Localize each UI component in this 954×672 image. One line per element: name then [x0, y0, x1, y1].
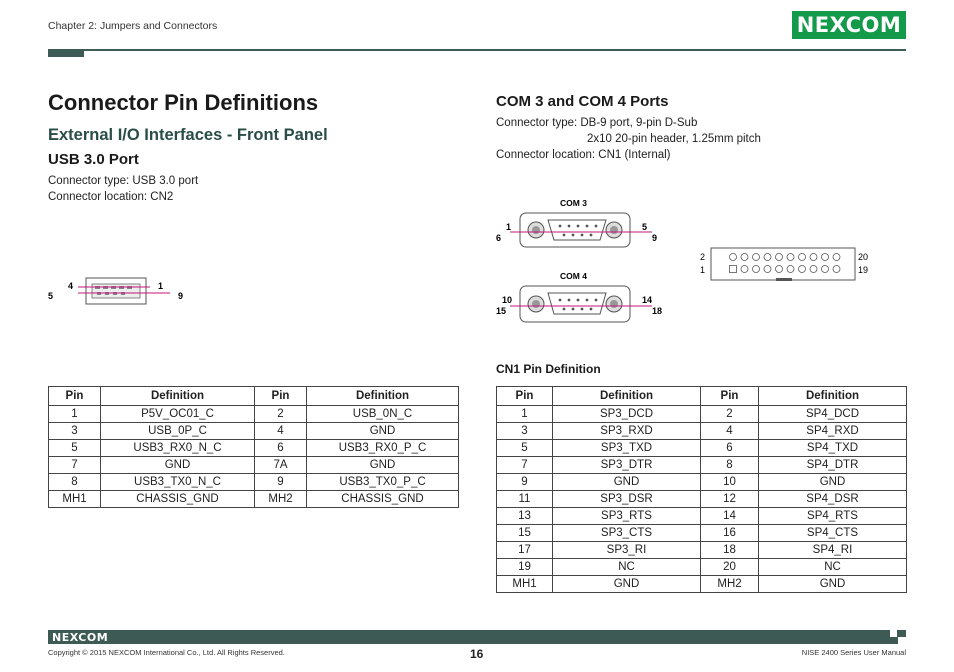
usb-pin-table	[48, 386, 459, 508]
cn1-table-cell: GND	[553, 576, 701, 593]
chapter-title: Chapter 2: Jumpers and Connectors	[48, 20, 218, 32]
header-pin-1-label: 1	[700, 265, 706, 275]
footer-corner-square-2	[898, 637, 906, 644]
cn1-table-cell: 2	[701, 406, 759, 423]
usb-pin-9-label: 9	[178, 291, 184, 301]
com4-pin-14-label: 14	[642, 295, 653, 305]
usb-table-cell: 2	[255, 406, 307, 423]
usb-table-cell: 7	[49, 457, 101, 474]
table-row	[49, 406, 459, 423]
table-row	[497, 508, 907, 525]
usb-pin-5-label: 5	[48, 291, 54, 301]
usb-table-cell: USB3_TX0_P_C	[307, 474, 459, 491]
usb-pin-4-label: 4	[68, 281, 74, 291]
cn1-table-cell: 13	[497, 508, 553, 525]
usb-table-cell: USB3_RX0_N_C	[101, 440, 255, 457]
com4-pin-10-label: 10	[502, 295, 513, 305]
cn1-table-cell: SP4_RXD	[759, 423, 907, 440]
cn1-table-cell: NC	[759, 559, 907, 576]
cn1-table-cell: 4	[701, 423, 759, 440]
usb-table-cell: 7A	[255, 457, 307, 474]
cn1-table-cell: SP3_DCD	[553, 406, 701, 423]
cn1-table-cell: 20	[701, 559, 759, 576]
usb-connector-location: Connector location: CN2	[48, 191, 174, 203]
usb-table-cell: 4	[255, 423, 307, 440]
cn1-table-cell: 7	[497, 457, 553, 474]
cn1-table-header-1: Definition	[553, 387, 701, 406]
table-row	[49, 491, 459, 508]
usb-table-cell: MH2	[255, 491, 307, 508]
header-pin-20-label: 20	[858, 252, 869, 262]
com-connector-location: Connector location: CN1 (Internal)	[496, 149, 671, 161]
cn1-table-cell: 3	[497, 423, 553, 440]
cn1-table-cell: 18	[701, 542, 759, 559]
cn1-table-header-3: Definition	[759, 387, 907, 406]
cn1-table-cell: NC	[553, 559, 701, 576]
table-row	[497, 440, 907, 457]
footer-bar	[48, 630, 906, 644]
usb-heading: USB 3.0 Port	[48, 151, 139, 168]
usb-table-header-3: Definition	[307, 387, 459, 406]
cn1-table-cell: 16	[701, 525, 759, 542]
cn1-table-title: CN1 Pin Definition	[496, 362, 601, 376]
usb-table-cell: 8	[49, 474, 101, 491]
cn1-table-cell: SP3_RXD	[553, 423, 701, 440]
cn1-table-cell: MH2	[701, 576, 759, 593]
com4-label: COM 4	[560, 271, 587, 281]
table-row	[49, 457, 459, 474]
usb-table-cell: 1	[49, 406, 101, 423]
cn1-table-cell: 5	[497, 440, 553, 457]
cn1-table-cell: 10	[701, 474, 759, 491]
usb-table-cell: USB_0N_C	[307, 406, 459, 423]
cn1-table-cell: SP4_RTS	[759, 508, 907, 525]
nexcom-logo	[792, 11, 906, 39]
com4-pin-18-label: 18	[652, 306, 663, 316]
cn1-table-cell: SP3_DTR	[553, 457, 701, 474]
cn1-table-cell: 12	[701, 491, 759, 508]
footer-logo: NEXCOM	[52, 631, 109, 644]
cn1-table-cell: GND	[759, 474, 907, 491]
table-row	[497, 474, 907, 491]
table-row	[497, 559, 907, 576]
com3-pin-5-label: 5	[642, 222, 648, 232]
table-row	[49, 440, 459, 457]
table-row	[497, 491, 907, 508]
com4-port-diagram	[490, 266, 670, 326]
header-pin-2-label: 2	[700, 252, 706, 262]
table-row	[497, 576, 907, 593]
usb-connector-type: Connector type: USB 3.0 port	[48, 175, 199, 187]
cn1-table-cell: SP3_CTS	[553, 525, 701, 542]
cn1-table-cell: SP4_TXD	[759, 440, 907, 457]
cn1-table-header-2: Pin	[701, 387, 759, 406]
logo-text: NEXCOM	[796, 13, 902, 37]
cn1-table-cell: 17	[497, 542, 553, 559]
table-row	[497, 525, 907, 542]
usb-table-cell: 6	[255, 440, 307, 457]
usb-table-cell: 9	[255, 474, 307, 491]
cn1-table-cell: 1	[497, 406, 553, 423]
copyright: Copyright © 2015 NEXCOM International Co., Ltd. All Rights Reserved.	[48, 648, 285, 657]
com4-pin-15-label: 15	[496, 306, 507, 316]
cn1-table-cell: SP4_DTR	[759, 457, 907, 474]
usb-pin-1-label: 1	[158, 281, 164, 291]
table-row	[497, 542, 907, 559]
com-connector-type: Connector type: DB-9 port, 9-pin D-Sub	[496, 117, 698, 129]
usb-table-cell: GND	[307, 457, 459, 474]
cn1-table-cell: 19	[497, 559, 553, 576]
usb-port-diagram	[40, 272, 200, 312]
usb-table-cell: USB3_TX0_N_C	[101, 474, 255, 491]
table-row	[497, 423, 907, 440]
cn1-table-cell: SP4_CTS	[759, 525, 907, 542]
usb-table-cell: CHASSIS_GND	[101, 491, 255, 508]
cn1-header-diagram	[696, 244, 876, 284]
usb-table-cell: MH1	[49, 491, 101, 508]
com-heading: COM 3 and COM 4 Ports	[496, 93, 669, 110]
page-number: 16	[470, 647, 484, 661]
usb-table-cell: P5V_OC01_C	[101, 406, 255, 423]
cn1-table-cell: SP4_RI	[759, 542, 907, 559]
usb-table-cell: USB_0P_C	[101, 423, 255, 440]
header-pin-19-label: 19	[858, 265, 869, 275]
com3-pin-1-label: 1	[506, 222, 512, 232]
table-row	[49, 474, 459, 491]
manual-title: NISE 2400 Series User Manual	[801, 648, 906, 657]
com3-port-diagram	[490, 193, 670, 253]
cn1-table-cell: SP4_DCD	[759, 406, 907, 423]
usb-table-header-1: Definition	[101, 387, 255, 406]
cn1-table-cell: GND	[553, 474, 701, 491]
cn1-table-cell: SP3_DSR	[553, 491, 701, 508]
cn1-table-header-0: Pin	[497, 387, 553, 406]
usb-table-cell: USB3_RX0_P_C	[307, 440, 459, 457]
footer-corner-square	[890, 630, 897, 637]
table-row	[497, 406, 907, 423]
header-accent-bar	[48, 49, 84, 57]
cn1-table-cell: 14	[701, 508, 759, 525]
usb-table-cell: 5	[49, 440, 101, 457]
cn1-table-cell: 8	[701, 457, 759, 474]
usb-table-header-2: Pin	[255, 387, 307, 406]
cn1-table-cell: GND	[759, 576, 907, 593]
usb-table-cell: CHASSIS_GND	[307, 491, 459, 508]
com3-pin-6-label: 6	[496, 233, 502, 243]
cn1-table-cell: 6	[701, 440, 759, 457]
cn1-pin-table	[496, 386, 907, 593]
table-row	[49, 423, 459, 440]
table-row	[497, 457, 907, 474]
com3-pin-9-label: 9	[652, 233, 658, 243]
usb-table-cell: 3	[49, 423, 101, 440]
cn1-table-cell: 9	[497, 474, 553, 491]
cn1-table-cell: MH1	[497, 576, 553, 593]
cn1-table-cell: SP3_TXD	[553, 440, 701, 457]
section-heading: External I/O Interfaces - Front Panel	[48, 126, 328, 144]
cn1-table-cell: SP3_RI	[553, 542, 701, 559]
page-title: Connector Pin Definitions	[48, 90, 319, 115]
cn1-table-cell: 15	[497, 525, 553, 542]
cn1-table-cell: 11	[497, 491, 553, 508]
com3-label: COM 3	[560, 198, 587, 208]
usb-table-cell: GND	[101, 457, 255, 474]
cn1-table-cell: SP3_RTS	[553, 508, 701, 525]
com-connector-type-2: 2x10 20-pin header, 1.25mm pitch	[587, 133, 761, 145]
usb-table-header-0: Pin	[49, 387, 101, 406]
usb-table-cell: GND	[307, 423, 459, 440]
header-divider	[48, 49, 906, 51]
cn1-table-cell: SP4_DSR	[759, 491, 907, 508]
